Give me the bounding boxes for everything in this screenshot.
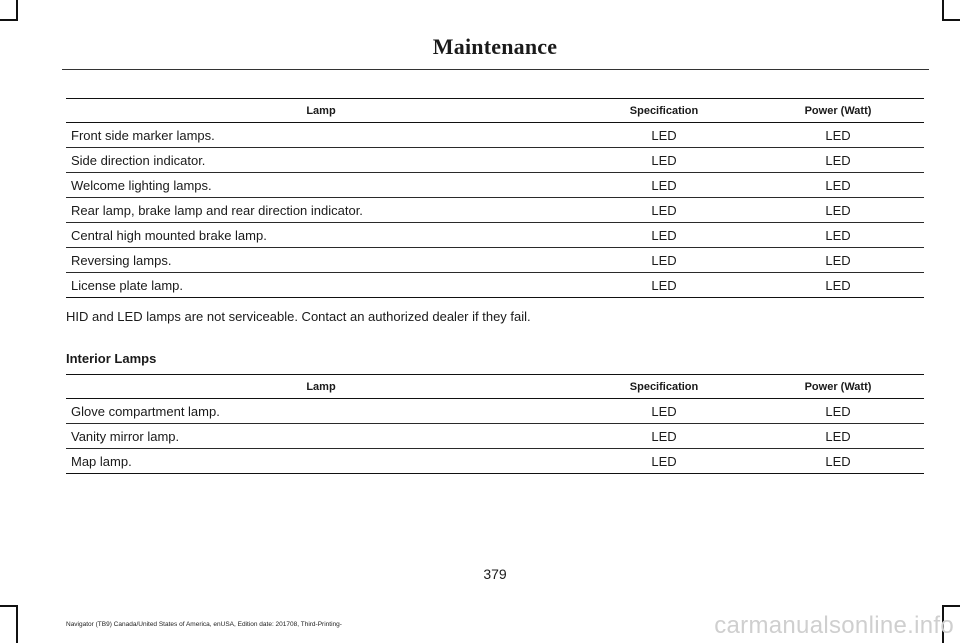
interior-lamps-table bbox=[66, 374, 924, 474]
lamp-cell: Welcome lighting lamps. bbox=[66, 173, 576, 198]
page-title: Maintenance bbox=[432, 34, 558, 59]
specification-cell: LED bbox=[576, 449, 752, 474]
table-row bbox=[66, 173, 924, 198]
table-row bbox=[66, 424, 924, 449]
lamp-cell: Vanity mirror lamp. bbox=[66, 424, 576, 449]
column-header-specification: Specification bbox=[576, 99, 752, 123]
crop-mark-bottom-left-horizontal bbox=[0, 605, 18, 607]
lamp-cell: Glove compartment lamp. bbox=[66, 399, 576, 424]
power-cell: LED bbox=[752, 424, 924, 449]
power-cell: LED bbox=[752, 248, 924, 273]
specification-cell: LED bbox=[576, 223, 752, 248]
power-cell: LED bbox=[752, 449, 924, 474]
table-header-row bbox=[66, 375, 924, 399]
power-cell: LED bbox=[752, 173, 924, 198]
lamp-cell: Front side marker lamps. bbox=[66, 123, 576, 148]
title-divider bbox=[62, 69, 929, 70]
column-header-lamp: Lamp bbox=[66, 375, 576, 399]
table-row bbox=[66, 399, 924, 424]
specification-cell: LED bbox=[576, 148, 752, 173]
watermark: carmanualsonline.info bbox=[714, 612, 954, 639]
power-cell: LED bbox=[752, 148, 924, 173]
specification-cell: LED bbox=[576, 399, 752, 424]
power-cell: LED bbox=[752, 123, 924, 148]
table-row bbox=[66, 123, 924, 148]
crop-mark-bottom-right-horizontal bbox=[942, 605, 960, 607]
specification-cell: LED bbox=[576, 273, 752, 298]
specification-cell: LED bbox=[576, 173, 752, 198]
power-cell: LED bbox=[752, 198, 924, 223]
power-cell: LED bbox=[752, 223, 924, 248]
power-cell: LED bbox=[752, 273, 924, 298]
page-number: 379 bbox=[483, 566, 507, 582]
table-header-row bbox=[66, 99, 924, 123]
crop-mark-top-right-vertical bbox=[942, 0, 944, 20]
specification-cell: LED bbox=[576, 248, 752, 273]
power-cell: LED bbox=[752, 399, 924, 424]
crop-mark-bottom-left-vertical bbox=[16, 605, 18, 643]
section-heading-interior-lamps: Interior Lamps bbox=[66, 351, 157, 366]
column-header-power: Power (Watt) bbox=[752, 99, 924, 123]
crop-mark-top-left-horizontal bbox=[0, 19, 18, 21]
lamp-cell: Rear lamp, brake lamp and rear direction indicator. bbox=[66, 198, 576, 223]
column-header-power: Power (Watt) bbox=[752, 375, 924, 399]
table-row bbox=[66, 449, 924, 474]
crop-mark-top-left-vertical bbox=[16, 0, 18, 20]
table-row bbox=[66, 273, 924, 298]
exterior-lamps-table bbox=[66, 98, 924, 298]
table-row bbox=[66, 198, 924, 223]
lamp-cell: Side direction indicator. bbox=[66, 148, 576, 173]
table-row bbox=[66, 148, 924, 173]
specification-cell: LED bbox=[576, 123, 752, 148]
table-row bbox=[66, 223, 924, 248]
lamp-cell: Map lamp. bbox=[66, 449, 576, 474]
specification-cell: LED bbox=[576, 198, 752, 223]
lamp-cell: Central high mounted brake lamp. bbox=[66, 223, 576, 248]
table-row bbox=[66, 248, 924, 273]
crop-mark-top-right-horizontal bbox=[942, 19, 960, 21]
serviceability-note: HID and LED lamps are not serviceable. Contact an authorized dealer if they fail. bbox=[66, 309, 531, 324]
column-header-specification: Specification bbox=[576, 375, 752, 399]
lamp-cell: Reversing lamps. bbox=[66, 248, 576, 273]
column-header-lamp: Lamp bbox=[66, 99, 576, 123]
footer-edition-info: Navigator (TB9) Canada/United States of America, enUSA, Edition date: 201708, Third-Printing- bbox=[66, 621, 342, 628]
specification-cell: LED bbox=[576, 424, 752, 449]
lamp-cell: License plate lamp. bbox=[66, 273, 576, 298]
